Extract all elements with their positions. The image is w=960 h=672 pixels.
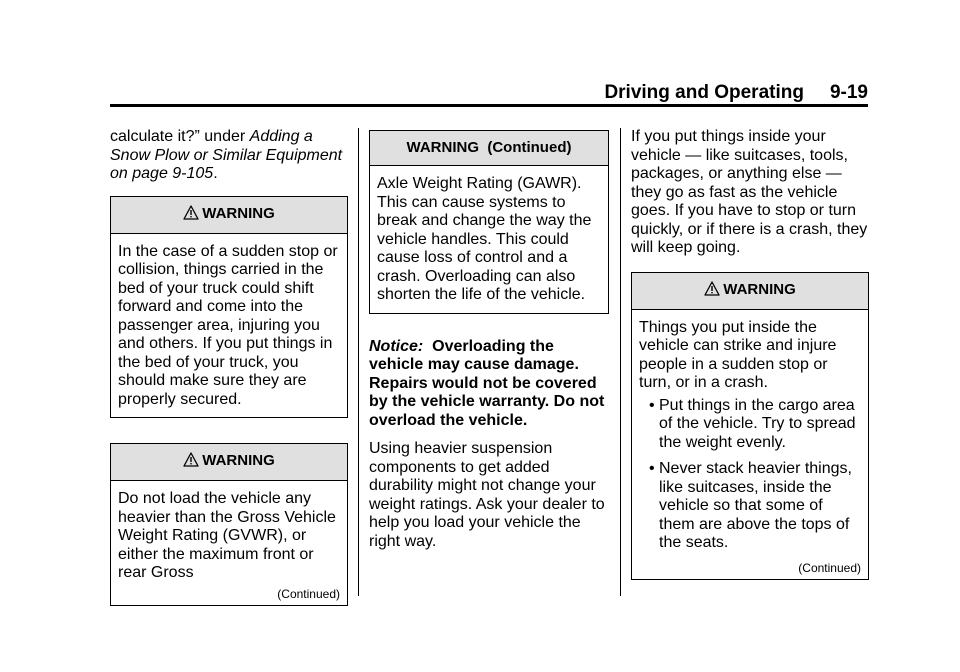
column-divider-1: [358, 128, 359, 596]
warning-box-continued: [369, 130, 609, 314]
warning-body: In the case of a sudden stop or collision, things carried in the bed of your truck could shift forward and come into the passenger area, injuring you and others. If you put things in the bed of your truck, you should make sure they are properly secured.: [118, 242, 338, 408]
section-title: Driving and Operating: [604, 82, 804, 103]
warning-box-gvwr: [110, 443, 348, 606]
warning-title: WARNING: [202, 204, 275, 222]
warning-header: [111, 444, 347, 481]
notice-text: Overloading the vehicle may cause damage. Repairs would not be covered by the vehicle warranty. Do not overload the vehicle.: [369, 337, 605, 429]
column-2: [369, 128, 609, 561]
warning-box-interior: [631, 272, 869, 580]
page-number: 9-19: [829, 82, 868, 103]
warning-box-bed-cargo: [110, 196, 348, 419]
intro-text: calculate it?” under: [110, 128, 250, 145]
cross-reference-link[interactable]: Adding a Snow Plow or Similar Equipment on page 9-105: [110, 128, 343, 182]
page-header: [110, 82, 868, 104]
list-item: [639, 397, 861, 453]
warning-body: Axle Weight Rating (GAWR). This can cause systems to break and change the way the vehicle handles. This could cause loss of control and a crash. Overloading can also shorten the life of the vehicle.: [377, 175, 592, 303]
column-3: [631, 128, 869, 580]
warning-title: WARNING: [202, 452, 275, 469]
warning-body: [632, 310, 868, 579]
bullet-icon: •: [649, 460, 655, 477]
bullet-text: Never stack heavier things, like suitcases, inside the vehicle so that some of them are above the tops of the seats.: [659, 460, 852, 551]
suspension-paragraph: Using heavier suspension components to get added durability might not change your weight ratings. Ask your dealer to help you load your vehicle the right way.: [369, 440, 605, 550]
bullet-text: Put things in the cargo area of the vehicle. Try to spread the weight evenly.: [659, 396, 856, 451]
warning-header: WARNING (Continued): [370, 131, 608, 166]
intro-paragraph: [110, 128, 348, 184]
notice-paragraph: [369, 338, 609, 431]
warning-title: WARNING: [723, 280, 796, 298]
warning-body: [111, 481, 347, 605]
warning-triangle-icon: [704, 281, 720, 301]
continued-label: (Continued): [277, 586, 340, 601]
column-divider-2: [620, 128, 621, 596]
warning-bullet-list: [639, 397, 861, 553]
column-1: [110, 128, 348, 606]
warning-header: [111, 197, 347, 234]
interior-cargo-paragraph: If you put things inside your vehicle — like suitcases, tools, packages, or anything else — they go as fast as the vehicle goes. If you have to stop or turn quickly, or if there is a crash, they will keep going.: [631, 128, 868, 256]
warning-header: [632, 273, 868, 310]
warning-triangle-icon: [183, 205, 199, 225]
continued-label: (Continued): [798, 560, 861, 575]
header-rule: [110, 104, 868, 107]
warning-text: Do not load the vehicle any heavier than the Gross Vehicle Weight Rating (GVWR), or either the maximum front or rear Gross: [118, 490, 336, 581]
bullet-icon: •: [649, 396, 655, 414]
warning-triangle-icon: [183, 452, 199, 472]
notice-label: Notice:: [369, 337, 424, 355]
warning-text: Things you put inside the vehicle can strike and injure people in a sudden stop or turn, or in a crash.: [639, 318, 837, 391]
list-item: [639, 460, 861, 553]
intro-suffix: .: [213, 165, 218, 182]
